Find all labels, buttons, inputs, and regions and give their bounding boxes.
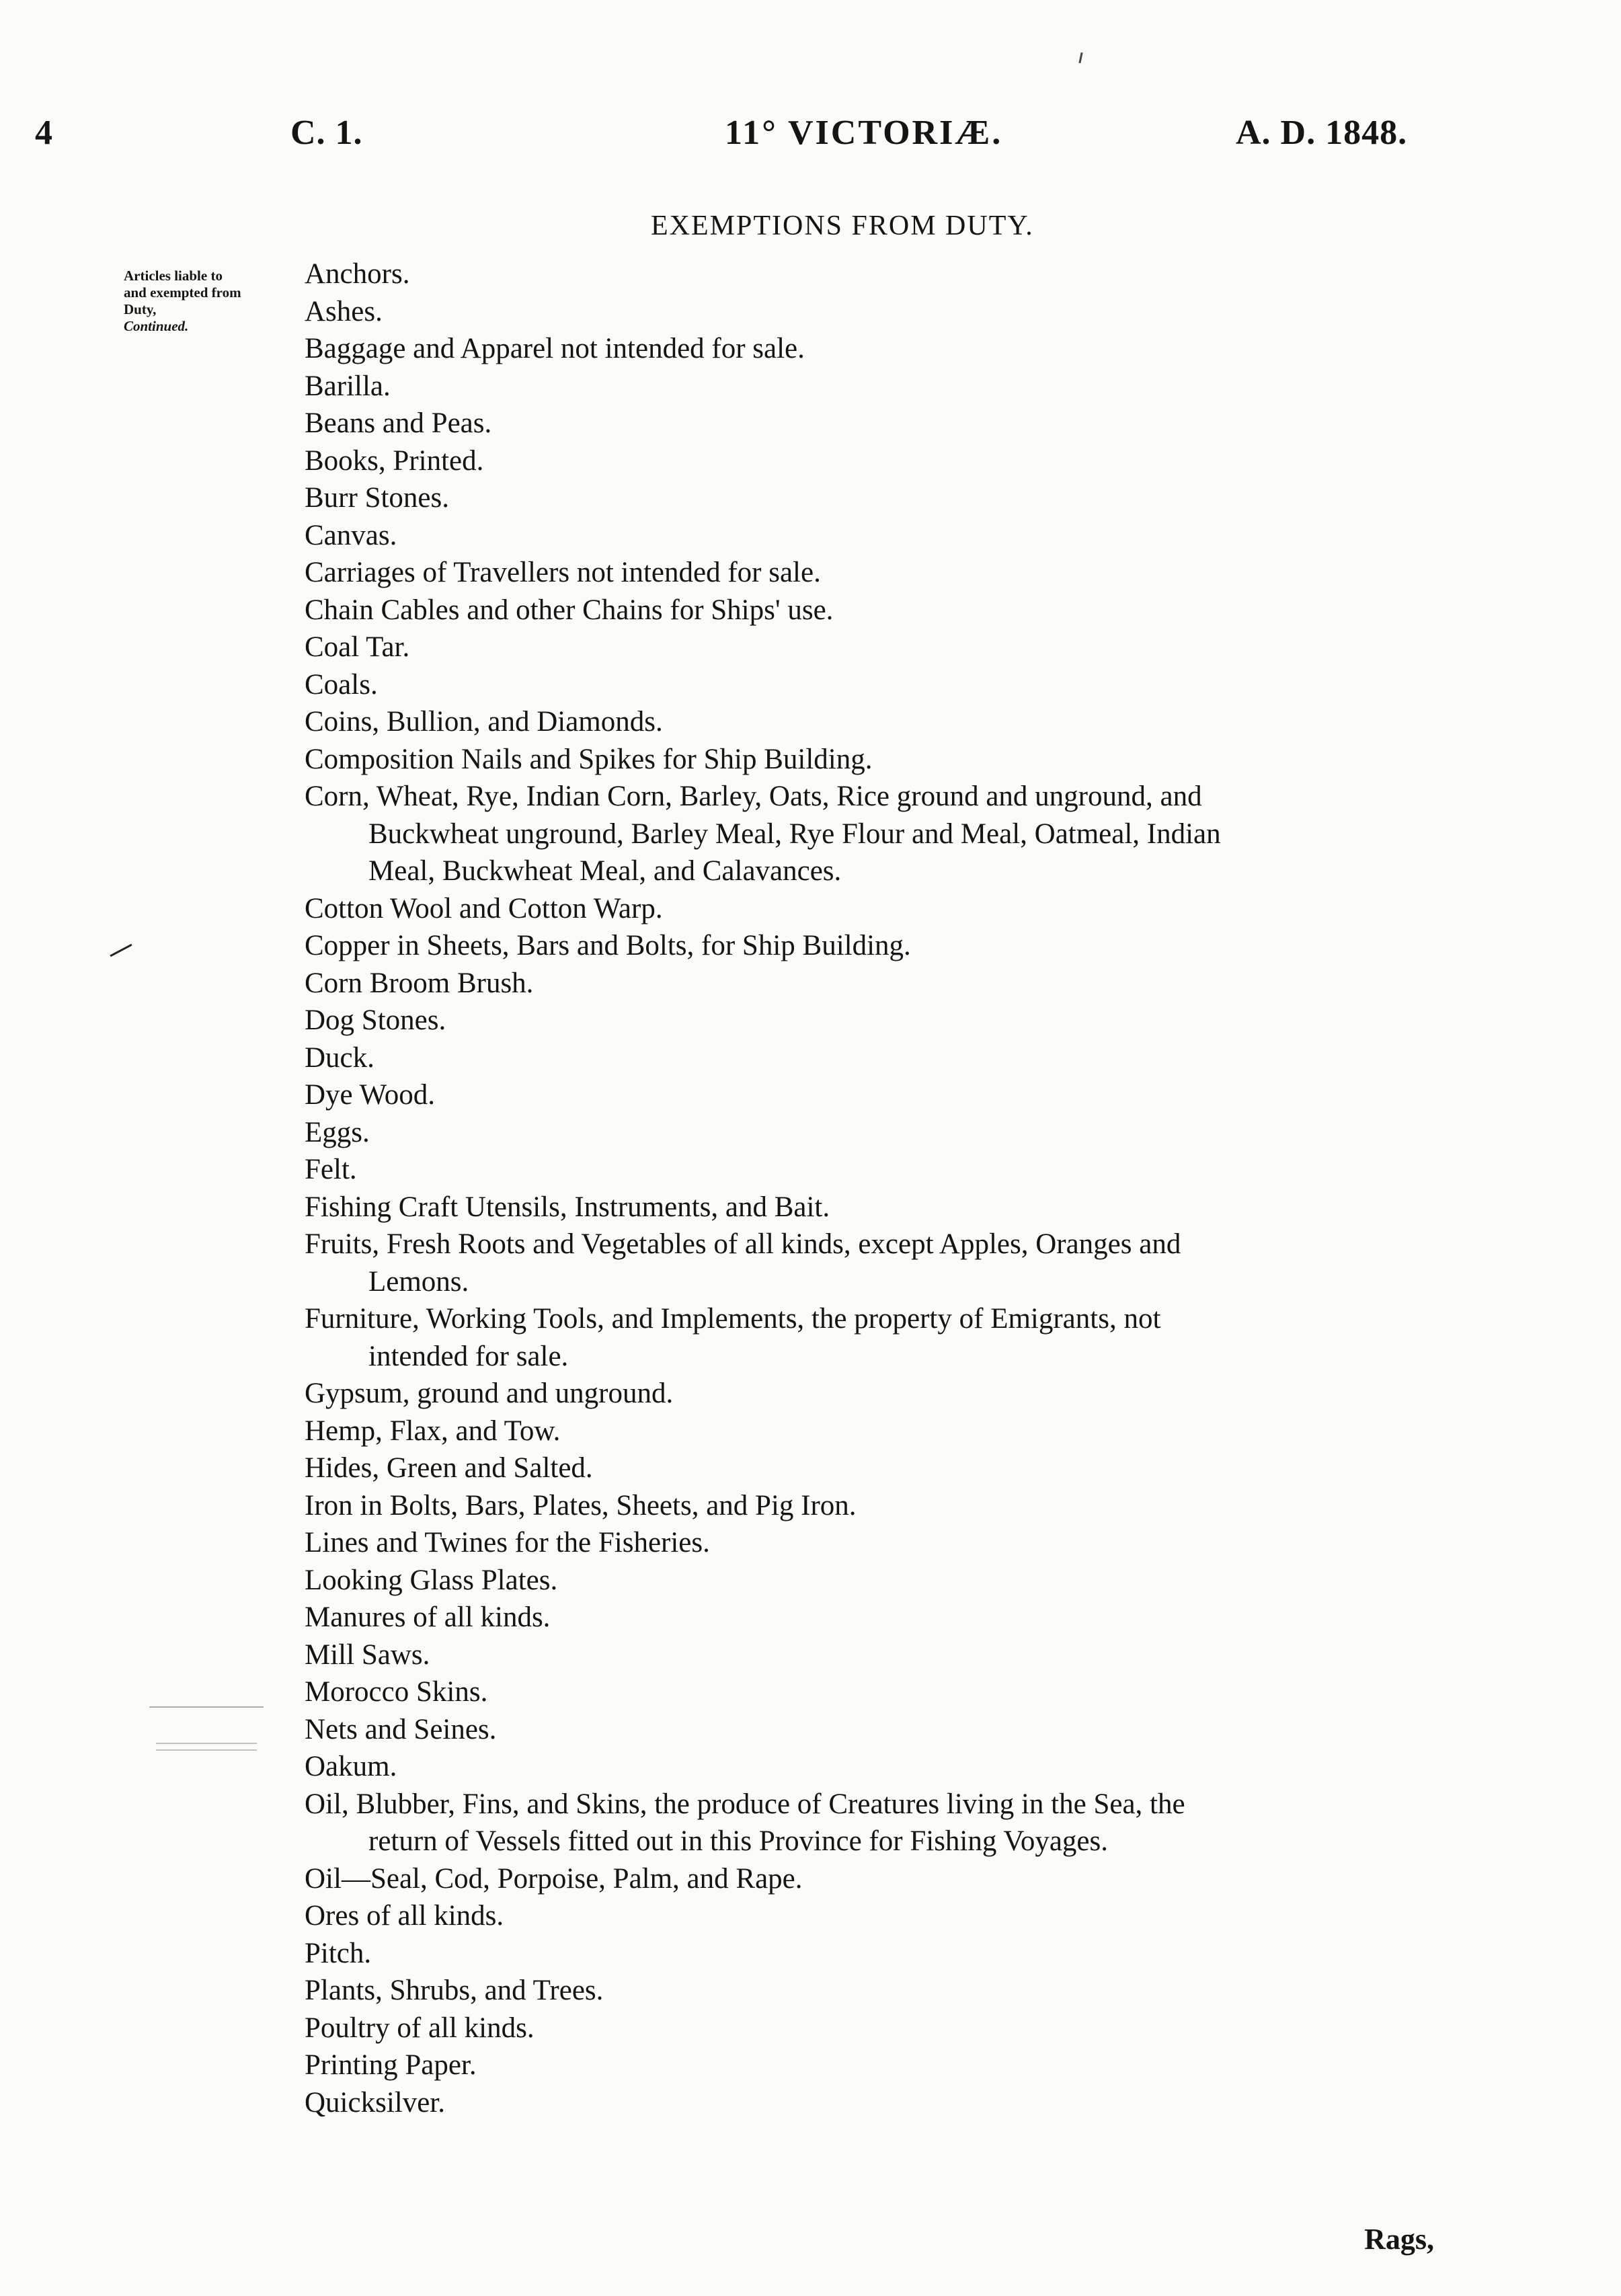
item-text: Looking Glass Plates. [305,1564,558,1596]
list-item [305,405,1448,442]
item-text: Dog Stones. [305,1004,446,1036]
item-text: Duck. [305,1041,374,1074]
list-item [305,1076,1448,1114]
margin-mark [149,1706,264,1708]
item-text: Canvas. [305,519,397,551]
item-text: Coals. [305,668,378,701]
list-item [305,1860,1448,1898]
catchword: Rags, [1364,2223,1434,2256]
item-text: Books, Printed. [305,444,484,477]
item-text: Carriages of Travellers not intended for sale. [305,557,821,588]
page-number: 4 [35,114,53,152]
item-text: Beans and Peas. [305,407,492,439]
item-text: Chain Cables and other Chains for Ships' use. [305,594,834,626]
item-text: Plants, Shrubs, and Trees. [305,1975,604,2006]
item-text: Lines and Twines for the Fisheries. [305,1527,710,1558]
margin-mark [156,1749,257,1751]
item-text: Anchors. [305,258,410,290]
item-text: Mill Saws. [305,1638,430,1671]
item-text: Fishing Craft Utensils, Instruments, and Bait. [305,1191,830,1223]
item-text: Nets and Seines. [305,1713,497,1745]
list-item [305,1673,1448,1711]
item-text: Hemp, Flax, and Tow. [305,1415,561,1447]
item-text: Copper in Sheets, Bars and Bolts, for Ship Building. [305,930,911,961]
item-text: Composition Nails and Spikes for Ship Building. [305,743,873,775]
list-item [305,1226,1448,1300]
list-item [305,1375,1448,1413]
list-item [305,1151,1448,1189]
list-item [305,741,1448,779]
list-item [305,1413,1448,1450]
list-item [305,1599,1448,1636]
item-text: Corn Broom Brush. [305,967,534,999]
item-continuation: Meal, Buckwheat Meal, and Calavances. [368,855,842,887]
list-item [305,554,1448,592]
list-item [305,778,1448,890]
list-item [305,2010,1448,2047]
item-text: Oil, Blubber, Fins, and Skins, the produce of Creatures living in the Sea, the [305,1788,1185,1820]
side-note-line: Duty, [124,301,157,317]
stray-mark [1078,52,1082,63]
item-text: Cotton Wool and Cotton Warp. [305,892,663,924]
item-continuation: Buckwheat unground, Barley Meal, Rye Flour and Meal, Oatmeal, Indian [368,818,1221,850]
item-continuation: Lemons. [368,1265,469,1298]
item-continuation: return of Vessels fitted out in this Province for Fishing Voyages. [368,1825,1109,1857]
item-text: Dye Wood. [305,1079,436,1111]
list-item [305,1002,1448,1039]
item-continuation: intended for sale. [368,1340,569,1372]
side-note [124,268,282,335]
list-item [305,442,1448,480]
list-item [305,592,1448,629]
list-item [305,517,1448,555]
list-item [305,666,1448,704]
list-item [305,927,1448,965]
list-item [305,1300,1448,1375]
item-text: Oil—Seal, Cod, Porpoise, Palm, and Rape. [305,1862,803,1895]
item-text: Printing Paper. [305,2049,477,2081]
item-text: Burr Stones. [305,482,449,514]
section-heading: EXEMPTIONS FROM DUTY. [651,210,1034,241]
list-item [305,1189,1448,1226]
item-text: Manures of all kinds. [305,1601,551,1633]
item-text: Coins, Bullion, and Diamonds. [305,706,663,738]
item-text: Baggage and Apparel not intended for sale. [305,333,805,364]
list-item [305,1748,1448,1786]
side-note-line: and exempted from [124,284,241,301]
item-text: Pitch. [305,1937,372,1969]
item-text: Corn, Wheat, Rye, Indian Corn, Barley, Oats, Rice ground and unground, and [305,781,1202,812]
item-text: Barilla. [305,370,391,402]
list-item [305,255,1448,293]
list-item [305,1636,1448,1674]
item-text: Gypsum, ground and unground. [305,1378,674,1409]
list-item [305,1114,1448,1152]
list-item [305,1039,1448,1077]
year-label: A. D. 1848. [1236,114,1408,152]
list-item [305,293,1448,331]
list-item [305,1972,1448,2010]
item-text: Furniture, Working Tools, and Implements, the property of Emigrants, not [305,1303,1161,1335]
item-text: Ores of all kinds. [305,1900,504,1932]
list-item [305,479,1448,517]
margin-mark [110,944,132,957]
list-item [305,1786,1448,1860]
item-text: Quicksilver. [305,2086,445,2119]
list-item [305,1935,1448,1973]
list-item [305,890,1448,928]
exemptions-list [305,255,1448,2121]
list-item [305,1524,1448,1562]
list-item [305,703,1448,741]
item-text: Iron in Bolts, Bars, Plates, Sheets, and Pig Iron. [305,1489,857,1521]
item-text: Morocco Skins. [305,1676,488,1708]
item-text: Oakum. [305,1751,397,1782]
list-item [305,965,1448,1002]
list-item [305,1897,1448,1935]
item-text: Eggs. [305,1116,370,1148]
margin-mark [156,1743,257,1744]
list-item [305,1487,1448,1525]
item-text: Coal Tar. [305,631,410,663]
side-note-line: Articles liable to [124,268,223,284]
list-item [305,1450,1448,1487]
chapter-label: C. 1. [290,114,363,152]
item-text: Poultry of all kinds. [305,2012,535,2044]
list-item [305,1562,1448,1599]
item-text: Fruits, Fresh Roots and Vegetables of all kinds, except Apples, Oranges and [305,1228,1181,1260]
list-item [305,629,1448,666]
list-item [305,2084,1448,2122]
list-item [305,1711,1448,1749]
list-item [305,330,1448,368]
list-item [305,368,1448,405]
running-title: 11° VICTORIÆ. [725,114,1003,152]
list-item [305,2047,1448,2084]
side-note-line: Continued. [124,318,189,334]
item-text: Hides, Green and Salted. [305,1452,593,1484]
item-text: Felt. [305,1154,357,1185]
item-text: Ashes. [305,295,383,327]
